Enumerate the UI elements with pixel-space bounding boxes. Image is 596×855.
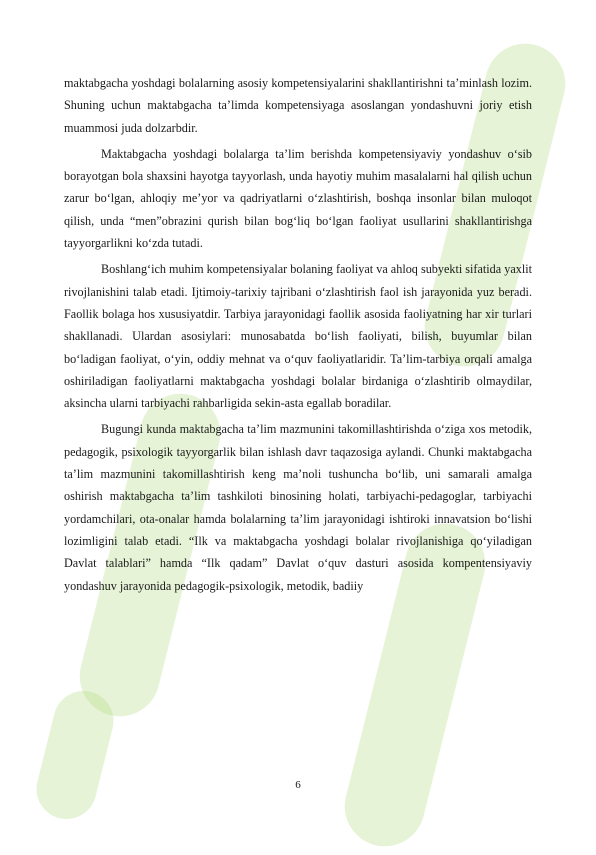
- body-text: [64, 72, 532, 597]
- paragraph: Boshlang‘ich muhim kompetensiyalar bolaning faoliyat va ahloq subyekti sifatida yaxlit rivojlanishini talab etadi. Ijtimoiy-tarixiy tajribani o‘zlashtirish faol ish jarayonida yuz beradi. Faollik bolaga hos xususiyatdir. Tarbiya jarayonidagi faollik asosida faoliyatning har xir turlari shakllanadi. Ulardan asosiylari: munosabatda bo‘lish faoliyati, bilish, buyumlar bilan bo‘ladigan faoliyat, o‘yin, oddiy mehnat va o‘quv faoliyatlaridir. Ta’lim-tarbiya orqali amalga oshiriladigan faoliyatlarni maktabgacha yoshdagi bolalar birdaniga o‘zlashtirib olmaydilar, aksincha ularni tarbiyachi rahbarligida sekin-asta egallab boradilar.: [64, 262, 532, 411]
- paragraph: Maktabgacha yoshdagi bolalarga ta’lim berishda kompetensiyaviy yondashuv o‘sib borayotgan bola shaxsini hayotga tayyorlash, unda hayotiy muhim masalalarni hal qilish uchun zarur bo‘lgan, ahloqiy me’yor va qadriyatlarni o‘zlashtirish, boshqa insonlar bilan muloqot qilish, unda “men”obrazini qurish bilan bog‘liq bo‘lgan faoliyat usullarini shakllantirishga tayyorgarlikni ko‘zda tutadi.: [64, 146, 532, 251]
- watermark-mark: [30, 685, 120, 826]
- paragraph: Bugungi kunda maktabgacha ta’lim mazmunini takomillashtirishda o‘ziga xos metodik, pedagogik, psixologik tayyorgarlik bilan ishlash davr taqazosiga aylandi. Chunki maktabgacha ta’lim mazmunini takomillashtirish keng ma’noli tushuncha bo‘lib, uni samarali amalga oshirish maktabgacha ta’lim tashkiloti binosining holati, tarbiyachi-pedagoglar, tarbiyachi yordamchilari, ota-onalar hamda bolalarning ta’lim jarayonidagi ishtiroki innavatsion bo‘lishi lozimligini talab etadi. “Ilk va maktabgacha yoshdagi bolalar rivojlanishiga qo‘yiladigan Davlat talablari” hamda “Ilk qadam” Davlat o‘quv dasturi asosida kompentensiyaviy yondashuv jarayonida pedagogik-psixologik, metodik, badiiy: [64, 422, 532, 593]
- paragraph: maktabgacha yoshdagi bolalarning asosiy kompetensiyalarini shakllantirishni ta’minlash lozim. Shuning uchun maktabgacha ta’limda kompetensiyaga asoslangan yondashuvni joriy etish muammosi juda dolzarbdir.: [64, 76, 532, 135]
- page-number: 6: [295, 779, 301, 791]
